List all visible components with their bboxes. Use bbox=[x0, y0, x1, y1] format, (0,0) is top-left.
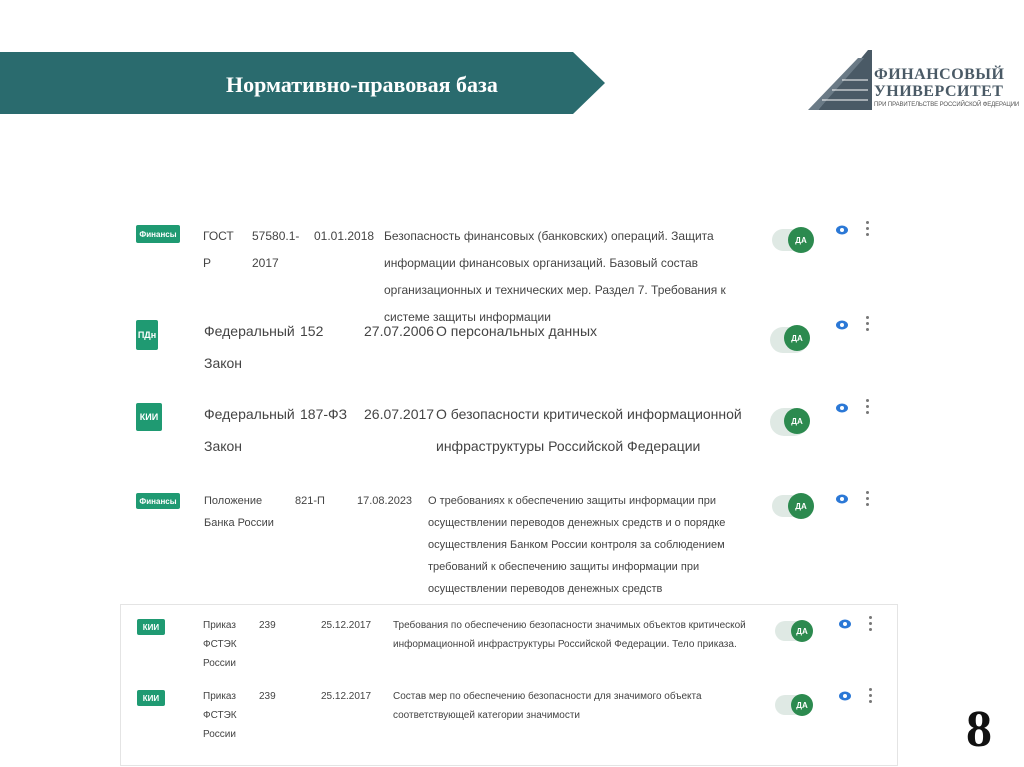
doc-date: 26.07.2017 bbox=[364, 406, 435, 422]
category-tag: КИИ bbox=[136, 403, 162, 431]
logo-text-line3: ПРИ ПРАВИТЕЛЬСТВЕ РОССИЙСКОЙ ФЕДЕРАЦИИ bbox=[874, 102, 1020, 108]
doc-number: 239 bbox=[259, 620, 276, 631]
status-toggle[interactable] bbox=[775, 621, 811, 641]
university-logo bbox=[808, 50, 1020, 116]
toggle-knob: ДА bbox=[791, 694, 813, 716]
table-row[interactable] bbox=[120, 487, 896, 600]
doc-number: 239 bbox=[259, 691, 276, 702]
more-vertical-icon[interactable] bbox=[866, 491, 870, 509]
category-tag: КИИ bbox=[137, 619, 165, 635]
logo-emblem-icon bbox=[808, 50, 872, 112]
logo-text-line2: УНИВЕРСИТЕТ bbox=[874, 83, 1004, 100]
slide-number: 8 bbox=[966, 701, 992, 758]
more-vertical-icon[interactable] bbox=[869, 616, 873, 634]
table-row[interactable] bbox=[120, 677, 898, 766]
doc-number: 187-ФЗ bbox=[300, 406, 348, 422]
status-toggle[interactable] bbox=[772, 229, 812, 251]
doc-title: Безопасность финансовых (банковских) операций. Защита информации финансовых организаций. Базовый состав организационных и технических мер. Раздел 7. Требования к системе защиты информации bbox=[384, 229, 726, 324]
eye-icon[interactable] bbox=[836, 319, 848, 331]
status-toggle[interactable] bbox=[775, 695, 811, 715]
eye-icon[interactable] bbox=[839, 618, 851, 630]
doc-date: 25.12.2017 bbox=[321, 620, 372, 631]
more-vertical-icon[interactable] bbox=[869, 688, 873, 706]
doc-date: 25.12.2017 bbox=[321, 691, 372, 702]
eye-icon[interactable] bbox=[836, 493, 848, 505]
doc-number: 152 bbox=[300, 323, 324, 339]
category-tag: Финансы bbox=[136, 225, 180, 243]
doc-title: Требования по обеспечению безопасности значимых объектов критической информационной инфраструктуры Российской Федерации. Тело приказа. bbox=[393, 620, 746, 650]
table-row[interactable] bbox=[120, 215, 896, 324]
category-tag: Финансы bbox=[136, 493, 180, 509]
status-toggle[interactable] bbox=[772, 495, 812, 517]
doc-number: 821-П bbox=[295, 495, 325, 507]
more-vertical-icon[interactable] bbox=[866, 221, 870, 239]
toggle-knob: ДА bbox=[788, 493, 814, 519]
eye-icon[interactable] bbox=[839, 690, 851, 702]
doc-number: 57580.1-2017 bbox=[252, 229, 300, 270]
table-row[interactable] bbox=[120, 310, 896, 380]
doc-type: Приказ ФСТЭК России bbox=[203, 620, 237, 669]
doc-date: 17.08.2023 bbox=[357, 495, 413, 507]
more-vertical-icon[interactable] bbox=[866, 316, 870, 334]
category-tag: КИИ bbox=[137, 690, 165, 706]
doc-title: О безопасности критической информационной инфраструктуры Российской Федерации bbox=[436, 406, 742, 454]
doc-title: О персональных данных bbox=[436, 323, 598, 339]
doc-date: 01.01.2018 bbox=[314, 229, 375, 243]
table-row[interactable] bbox=[120, 604, 898, 678]
logo-text-line1: ФИНАНСОВЫЙ bbox=[874, 66, 1005, 83]
doc-type: ГОСТ Р bbox=[203, 229, 234, 270]
category-tag: ПДн bbox=[136, 320, 158, 350]
status-toggle[interactable] bbox=[770, 327, 808, 353]
doc-title: О требованиях к обеспечению защиты информации при осуществлении переводов денежных средств и о порядке осуществления Банком России контроля за соблюдением требований к обеспечению защиты информации при осуществлении переводов денежных средств bbox=[428, 495, 726, 595]
more-vertical-icon[interactable] bbox=[866, 399, 870, 417]
page-title: Нормативно-правовая база bbox=[226, 72, 498, 97]
toggle-knob: ДА bbox=[788, 227, 814, 253]
toggle-knob: ДА bbox=[784, 408, 810, 434]
doc-type: Положение Банка России bbox=[204, 495, 274, 529]
doc-title: Состав мер по обеспечению безопасности для значимого объекта соответствующей категории значимости bbox=[393, 691, 702, 721]
doc-date: 27.07.2006 bbox=[364, 323, 435, 339]
doc-type: Федеральный Закон bbox=[204, 406, 295, 454]
toggle-knob: ДА bbox=[784, 325, 810, 351]
eye-icon[interactable] bbox=[836, 224, 848, 236]
status-toggle[interactable] bbox=[770, 408, 808, 436]
toggle-knob: ДА bbox=[791, 620, 813, 642]
table-row[interactable] bbox=[120, 393, 896, 465]
doc-type: Федеральный Закон bbox=[204, 323, 295, 371]
doc-type: Приказ ФСТЭК России bbox=[203, 691, 237, 740]
eye-icon[interactable] bbox=[836, 402, 848, 414]
